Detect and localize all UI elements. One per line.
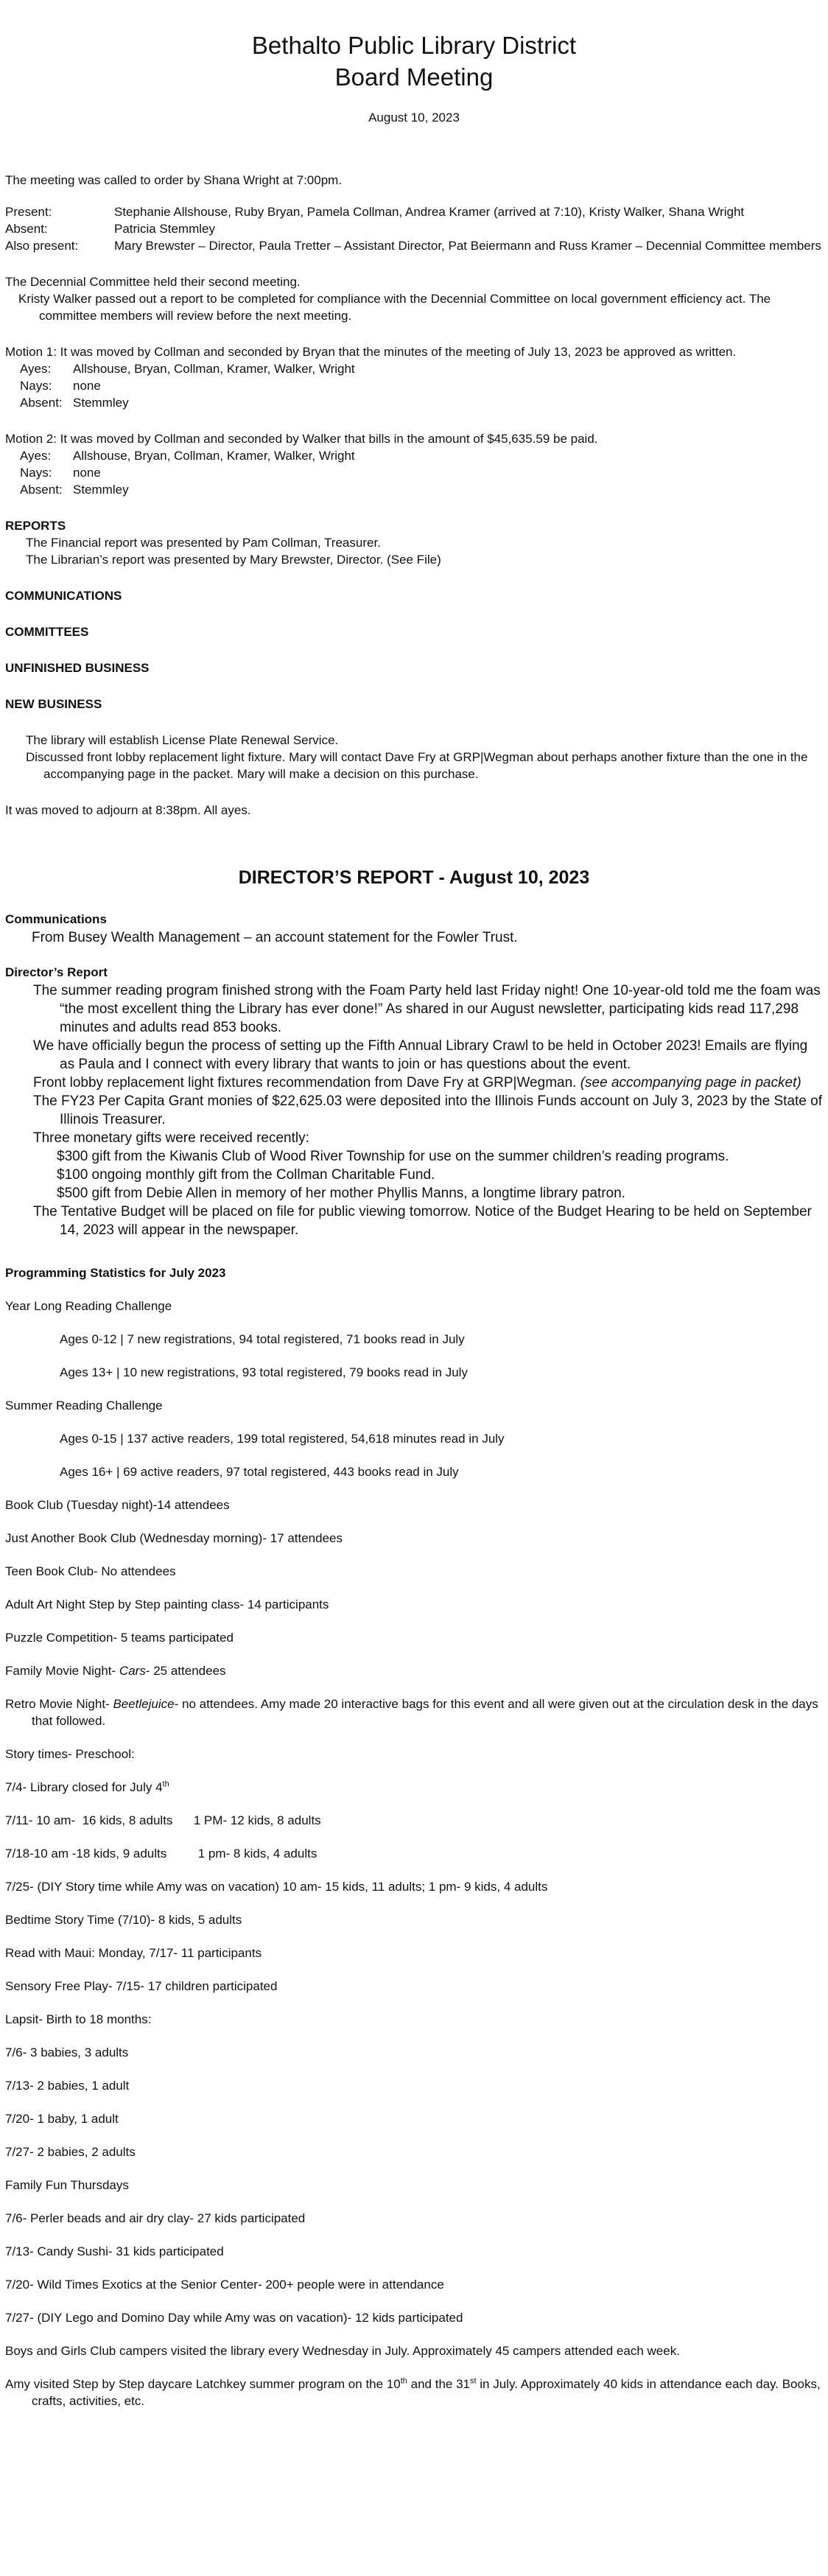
programming-statistics (5, 1264, 823, 2409)
attendance-block (5, 203, 823, 254)
unfinished-business-heading: UNFINISHED BUSINESS (5, 661, 150, 675)
director-communications-heading: Communications (5, 912, 107, 926)
motion-text: Motion 1: It was moved by Collman and seconded by Bryan that the minutes of the meeting of July 13, 2023 be approved as written. (5, 345, 737, 359)
movie-title: Cars (119, 1664, 146, 1678)
librarian-report: The Librarian’s report was presented by Mary Brewster, Director. (See File) (26, 553, 441, 567)
stat-text: in July. Approximately 40 kids in attendance each day. Books, crafts, activities, etc. (32, 2377, 821, 2408)
stat-line: Teen Book Club- No attendees (5, 1564, 176, 1578)
attendance-value: Stephanie Allshouse, Ruby Bryan, Pamela Collman, Andrea Kramer (arrived at 7:10), Kristy Walker, Shana Wright (114, 205, 745, 219)
director-paragraph-note: (see accompanying page in packet) (580, 1075, 801, 1091)
director-paragraph: Three monetary gifts were received recently: (33, 1130, 309, 1146)
stat-line: Read with Maui: Monday, 7/17- 11 participants (5, 1946, 262, 1960)
stat-line: 7/13- Candy Sushi- 31 kids participated (5, 2244, 224, 2258)
call-to-order: The meeting was called to order by Shana Wright at 7:00pm. (5, 173, 343, 187)
stat-line: Adult Art Night Step by Step painting class- 14 participants (5, 1597, 329, 1611)
stat-line: 7/18-10 am -18 kids, 9 adults 1 pm- 8 kids, 4 adults (5, 1847, 317, 1861)
attendance-also-present (5, 237, 823, 254)
vote-label: Absent: (20, 396, 63, 410)
director-paragraph: We have officially begun the process of setting up the Fifth Annual Library Crawl to be held in October 2023! Emails are flying as Paula and I connect with every library that wants to join or has questions about the event. (33, 1038, 808, 1072)
director-paragraph: The summer reading program finished strong with the Foam Party held last Friday night! One 10-year-old told me the foam was “the most excellent thing the Library has ever done!” As shared in our August newsletter, participating kids read 117,298 minutes and adults read 853 books. (33, 983, 821, 1035)
meeting-date: August 10, 2023 (368, 111, 460, 125)
programming-heading: Programming Statistics for July 2023 (5, 1266, 226, 1280)
motion-nays (5, 464, 823, 481)
vote-label: Nays: (20, 466, 52, 480)
director-communications-text: From Busey Wealth Management – an account statement for the Fowler Trust. (32, 930, 518, 945)
stat-line: 7/11- 10 am- 16 kids, 8 adults 1 PM- 12 kids, 8 adults (5, 1813, 321, 1827)
attendance-present (5, 203, 823, 220)
motion-absent (5, 481, 823, 498)
stat-line: Book Club (Tuesday night)-14 attendees (5, 1498, 230, 1512)
vote-label: Ayes: (20, 362, 52, 376)
new-business-block (5, 732, 823, 783)
director-paragraph: The FY23 Per Capita Grant monies of $22,625.03 were deposited into the Illinois Funds account on July 3, 2023 by the State of Illinois Treasurer. (33, 1093, 822, 1127)
attendance-label: Also present: (5, 239, 79, 253)
attendance-value: Patricia Stemmley (114, 222, 215, 236)
new-business-item: Discussed front lobby replacement light fixture. Mary will contact Dave Fry at GRP|Wegman about perhaps another fixture than the one in the accompanying page in the packet. Mary will make a decision on this purchase. (26, 750, 808, 781)
adjourn-line: It was moved to adjourn at 8:38pm. All ayes. (5, 803, 251, 817)
reports-block (5, 517, 823, 568)
stat-text: Family Movie Night- (5, 1664, 119, 1678)
vote-value: Stemmley (73, 396, 129, 410)
stat-line: Sensory Free Play- 7/15- 17 children participated (5, 1979, 278, 1993)
decennial-report: Kristy Walker passed out a report to be completed for compliance with the Decennial Committee on local government efficiency act. The committee members will review before the next meeting. (18, 292, 771, 323)
superscript: th (162, 1779, 169, 1789)
attendance-value: Mary Brewster – Director, Paula Tretter – Assistant Director, Pat Beiermann and Russ Kramer – Decennial Committee members (114, 239, 821, 253)
stat-line (5, 1695, 823, 1729)
stat-line: Lapsit- Birth to 18 months: (5, 2012, 152, 2026)
stat-line: Boys and Girls Club campers visited the library every Wednesday in July. Approximately 45 campers attended each week. (5, 2344, 680, 2358)
stat-line: Ages 0-12 | 7 new registrations, 94 total registered, 71 books read in July (60, 1332, 465, 1346)
director-paragraph: The Tentative Budget will be placed on file for public viewing tomorrow. Notice of the Budget Hearing to be held on September 14, 2023 will appear in the newspaper. (33, 1204, 812, 1238)
stat-line: Ages 16+ | 69 active readers, 97 total registered, 443 books read in July (60, 1465, 459, 1479)
reports-heading: REPORTS (5, 519, 66, 533)
stat-line: Puzzle Competition- 5 teams participated (5, 1631, 234, 1645)
stat-line: Summer Reading Challenge (5, 1399, 163, 1413)
motion-ayes (5, 360, 823, 377)
director-paragraph (5, 1074, 823, 1092)
stat-text: and the 31 (407, 2377, 470, 2391)
decennial-block (5, 273, 823, 324)
vote-label: Absent: (20, 483, 63, 497)
superscript: th (400, 2376, 407, 2386)
stat-text: - 25 attendees (145, 1664, 226, 1678)
stat-line: Just Another Book Club (Wednesday morning)- 17 attendees (5, 1531, 343, 1545)
motion-ayes (5, 447, 823, 464)
committees-heading: COMMITTEES (5, 625, 89, 639)
stat-line (5, 1779, 823, 1796)
director-report-subheading: Director’s Report (5, 965, 108, 979)
attendance-label: Absent: (5, 222, 48, 236)
library-name: Bethalto Public Library District (251, 32, 577, 59)
stat-line: Year Long Reading Challenge (5, 1299, 172, 1313)
stat-line: Story times- Preschool: (5, 1747, 135, 1761)
vote-value: none (73, 379, 101, 393)
superscript: st (469, 2376, 477, 2386)
stat-line: Family Fun Thursdays (5, 2178, 129, 2192)
communications-heading: COMMUNICATIONS (5, 589, 122, 603)
decennial-line: The Decennial Committee held their second meeting. (5, 275, 301, 289)
new-business-heading: NEW BUSINESS (5, 697, 102, 711)
vote-label: Nays: (20, 379, 52, 393)
motion-text: Motion 2: It was moved by Collman and seconded by Walker that bills in the amount of $45,635.59 be paid. (5, 432, 598, 446)
meeting-title: Board Meeting (334, 63, 494, 91)
motion-2 (5, 430, 823, 498)
stat-text: 7/4- Library closed for July 4 (5, 1780, 163, 1794)
vote-value: Stemmley (73, 483, 129, 497)
motion-absent (5, 394, 823, 411)
gift-item: $100 ongoing monthly gift from the Collman Charitable Fund. (57, 1167, 435, 1183)
director-report-body (5, 910, 823, 1239)
motion-1 (5, 343, 823, 411)
vote-label: Ayes: (20, 449, 52, 463)
director-paragraph-text: Front lobby replacement light fixtures recommendation from Dave Fry at GRP|Wegman. (33, 1075, 580, 1091)
gift-item: $300 gift from the Kiwanis Club of Wood River Township for use on the summer children’s reading programs. (57, 1149, 729, 1164)
stat-line: Ages 13+ | 10 new registrations, 93 total registered, 79 books read in July (60, 1365, 468, 1379)
stat-line: Bedtime Story Time (7/10)- 8 kids, 5 adults (5, 1913, 242, 1927)
stat-line: 7/27- 2 babies, 2 adults (5, 2145, 136, 2159)
stat-line: 7/25- (DIY Story time while Amy was on vacation) 10 am- 15 kids, 11 adults; 1 pm- 9 kids, 4 adults (5, 1880, 548, 1894)
attendance-absent (5, 220, 823, 237)
vote-value: Allshouse, Bryan, Collman, Kramer, Walker, Wright (73, 449, 355, 463)
motion-nays (5, 377, 823, 394)
stat-line: 7/6- 3 babies, 3 adults (5, 2045, 129, 2059)
movie-title: Beetlejuice (113, 1697, 175, 1711)
stat-line (5, 2376, 823, 2409)
attendance-label: Present: (5, 205, 52, 219)
stat-line (5, 1662, 823, 1679)
stat-line: 7/20- Wild Times Exotics at the Senior Center- 200+ people were in attendance (5, 2278, 444, 2292)
gift-item: $500 gift from Debie Allen in memory of her mother Phyllis Manns, a longtime library patron. (57, 1186, 625, 1201)
stat-text: Retro Movie Night- (5, 1697, 113, 1711)
vote-value: none (73, 466, 101, 480)
stat-text: Amy visited Step by Step daycare Latchkey summer program on the 10 (5, 2377, 401, 2391)
new-business-item: The library will establish License Plate Renewal Service. (26, 733, 339, 747)
director-report-heading: DIRECTOR’S REPORT - August 10, 2023 (238, 867, 590, 888)
document-header (5, 29, 823, 126)
stat-line: 7/6- Perler beads and air dry clay- 27 kids participated (5, 2211, 306, 2225)
financial-report: The Financial report was presented by Pam Collman, Treasurer. (26, 536, 381, 550)
stat-line: Ages 0-15 | 137 active readers, 199 total registered, 54,618 minutes read in July (60, 1432, 505, 1446)
stat-text: - no attendees. Amy made 20 interactive bags for this event and all were given out at the circulation desk in the days that followed. (32, 1697, 818, 1728)
stat-line: 7/27- (DIY Lego and Domino Day while Amy was on vacation)- 12 kids participated (5, 2311, 463, 2325)
vote-value: Allshouse, Bryan, Collman, Kramer, Walker, Wright (73, 362, 355, 376)
director-report-title (5, 866, 823, 889)
stat-line: 7/13- 2 babies, 1 adult (5, 2079, 130, 2093)
stat-line: 7/20- 1 baby, 1 adult (5, 2112, 119, 2126)
